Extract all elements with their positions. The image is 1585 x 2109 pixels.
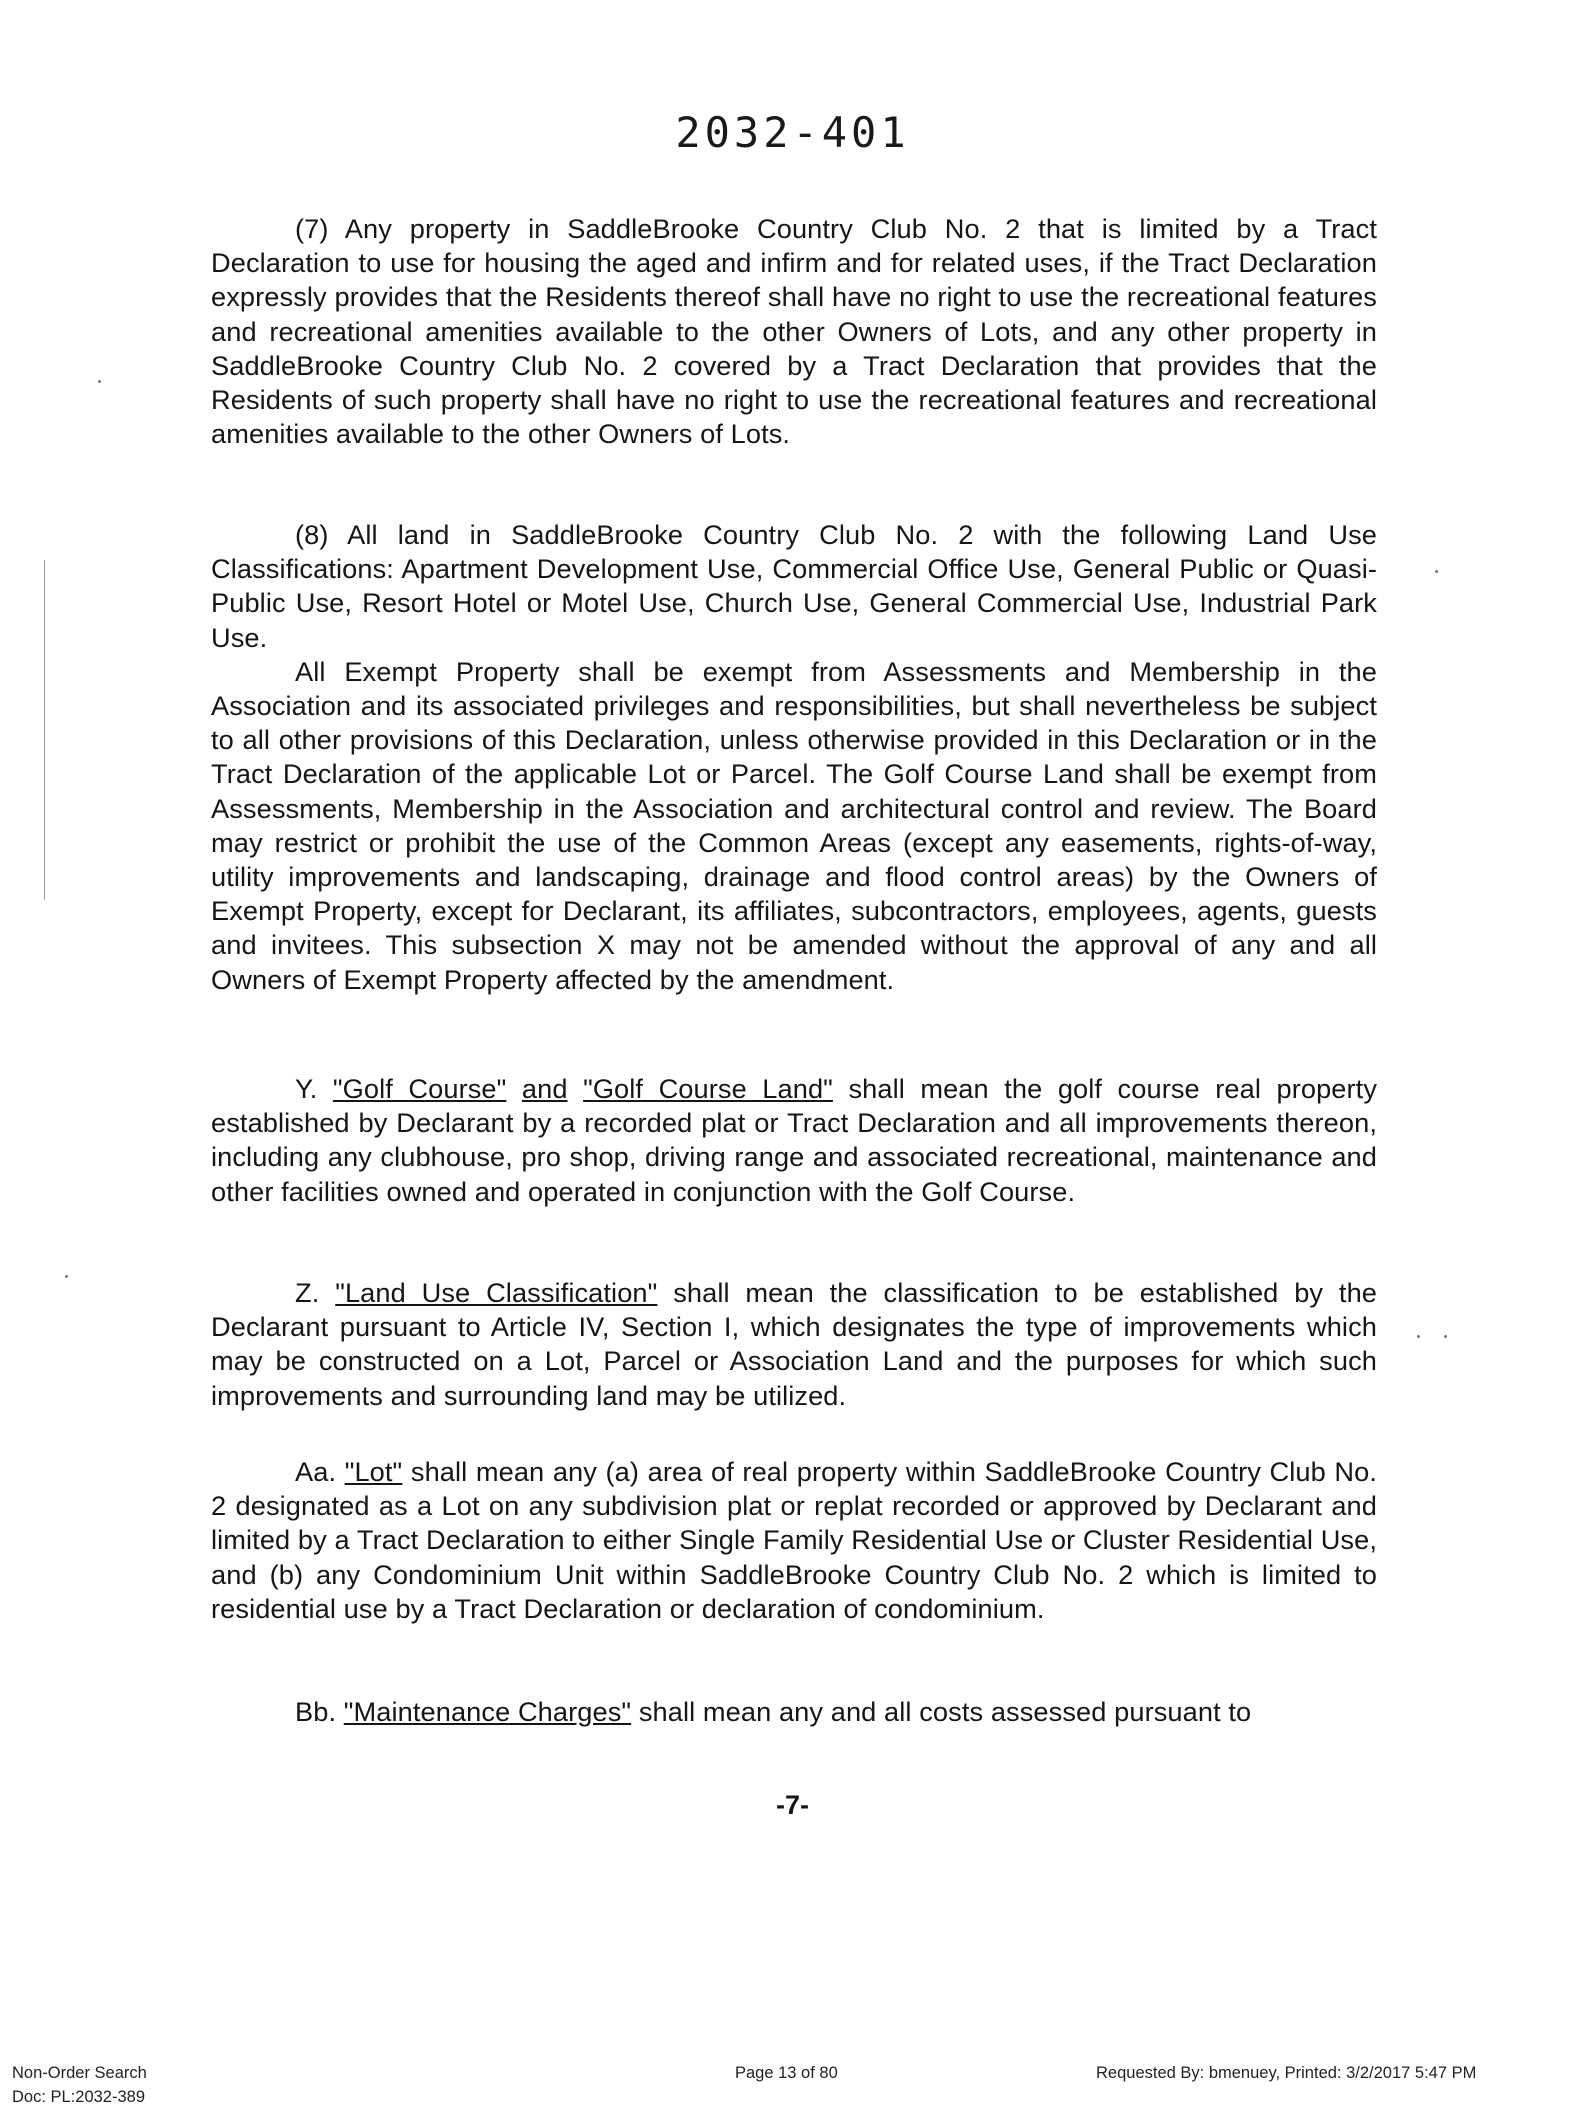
- term-land-use-classification: "Land Use Classification": [335, 1277, 658, 1308]
- definition-bb-text: shall mean any and all costs assessed pursuant to: [638, 1696, 1252, 1727]
- definition-z: [211, 1276, 1377, 1413]
- scan-margin-line: [44, 560, 45, 900]
- footer-requested: Requested By: bmenuey, Printed: 3/2/2017 5:47 PM: [1096, 2064, 1477, 2082]
- footer-search-type: Non-Order Search: [12, 2064, 147, 2082]
- definition-aa: [211, 1455, 1377, 1626]
- scan-speck: [1444, 1335, 1447, 1338]
- definition-aa-text: shall mean any (a) area of real property within SaddleBrooke Country Club No. 2 designated as a Lot on any subdivision plat or replat recorded or approved by Declarant and limited by a Tract Declaration to either Single Family Residential Use or Cluster Residential Use, and (b) any Condominium Unit within SaddleBrooke Country Club No. 2 which is limited to residential use by a Tract Declaration or declaration of condominium.: [211, 1456, 1378, 1624]
- term-golf-course-land: "Golf Course Land": [583, 1073, 833, 1104]
- definition-y-label: Y.: [295, 1073, 318, 1104]
- definition-z-label: Z.: [295, 1277, 320, 1308]
- scan-speck: [65, 1275, 68, 1278]
- scan-speck: [1435, 570, 1438, 573]
- term-golf-course: "Golf Course": [332, 1073, 507, 1104]
- page-number: -7-: [776, 1790, 809, 1820]
- definition-y: [211, 1072, 1377, 1209]
- footer-page: Page 13 of 80: [735, 2064, 838, 2082]
- paragraph-7: (7) Any property in SaddleBrooke Country Club No. 2 that is limited by a Tract Declaration to use for housing the aged and infirm and for related uses, if the Tract Declaration expressly provides that the Residents thereof shall have no right to use the recreational features and recreational amenities available to the other Owners of Lots, and any other property in SaddleBrooke Country Club No. 2 covered by a Tract Declaration that provides that the Residents of such property shall have no right to use the recreational features and recreational amenities available to the other Owners of Lots.: [211, 213, 1377, 450]
- recording-number: 2032-401: [675, 108, 910, 157]
- definition-y-text: shall mean the golf course real property established by Declarant by a recorded plat or Tract Declaration and all improvements thereon, including any clubhouse, pro shop, driving range and associated recreational, maintenance and other facilities owned and operated in conjunction with the Golf Course.: [211, 1073, 1378, 1207]
- definition-aa-label: Aa.: [295, 1456, 337, 1487]
- term-joiner: and: [521, 1073, 568, 1104]
- definition-z-text: shall mean the classification to be established by the Declarant pursuant to Article IV, Section I, which designates the type of improvements which may be constructed on a Lot, Parcel or Association Land and the purposes for which such improvements and surrounding land may be utilized.: [211, 1277, 1378, 1411]
- paragraph-8: (8) All land in SaddleBrooke Country Club No. 2 with the following Land Use Classifications: Apartment Development Use, Commercial Office Use, General Public or Quasi-Public Use, Resort Hotel or Motel Use, Church Use, General Commercial Use, Industrial Park Use. All Exempt Property shall be exempt from Assessments and Membership in the Association and its associated privileges and responsibilities, but shall nevertheless be subject to all other provisions of this Declaration, unless otherwise provided in this Declaration or in the Tract Declaration of the applicable Lot or Parcel. The Golf Course Land shall be exempt from Assessments, Membership in the Association and architectural control and review. The Board may restrict or prohibit the use of the Common Areas (except any easements, rights-of-way, utility improvements and landscaping, drainage and flood control areas) by the Owners of Exempt Property, except for Declarant, its affiliates, subcontractors, employees, agents, guests and invitees. This subsection X may not be amended without the approval of any and all Owners of Exempt Property affected by the amendment.: [211, 518, 1377, 997]
- footer-doc: Doc: PL:2032-389: [12, 2088, 146, 2106]
- term-maintenance-charges: "Maintenance Charges": [343, 1696, 632, 1727]
- scan-speck: [1417, 1335, 1420, 1338]
- term-lot: "Lot": [344, 1456, 403, 1487]
- exempt-property-paragraph: All Exempt Property shall be exempt from Assessments and Membership in the Association and its associated privileges and responsibilities, but shall nevertheless be subject to all other provisions of this Declaration, unless otherwise provided in this Declaration or in the Tract Declaration of the applicable Lot or Parcel. The Golf Course Land shall be exempt from Assessments, Membership in the Association and architectural control and review. The Board may restrict or prohibit the use of the Common Areas (except any easements, rights-of-way, utility improvements and landscaping, drainage and flood control areas) by the Owners of Exempt Property, except for Declarant, its affiliates, subcontractors, employees, agents, guests and invitees. This subsection X may not be amended without the approval of any and all Owners of Exempt Property affected by the amendment.: [211, 655, 1377, 995]
- definition-bb: [211, 1695, 1377, 1729]
- scan-speck: [98, 380, 101, 383]
- definition-bb-label: Bb.: [295, 1696, 337, 1727]
